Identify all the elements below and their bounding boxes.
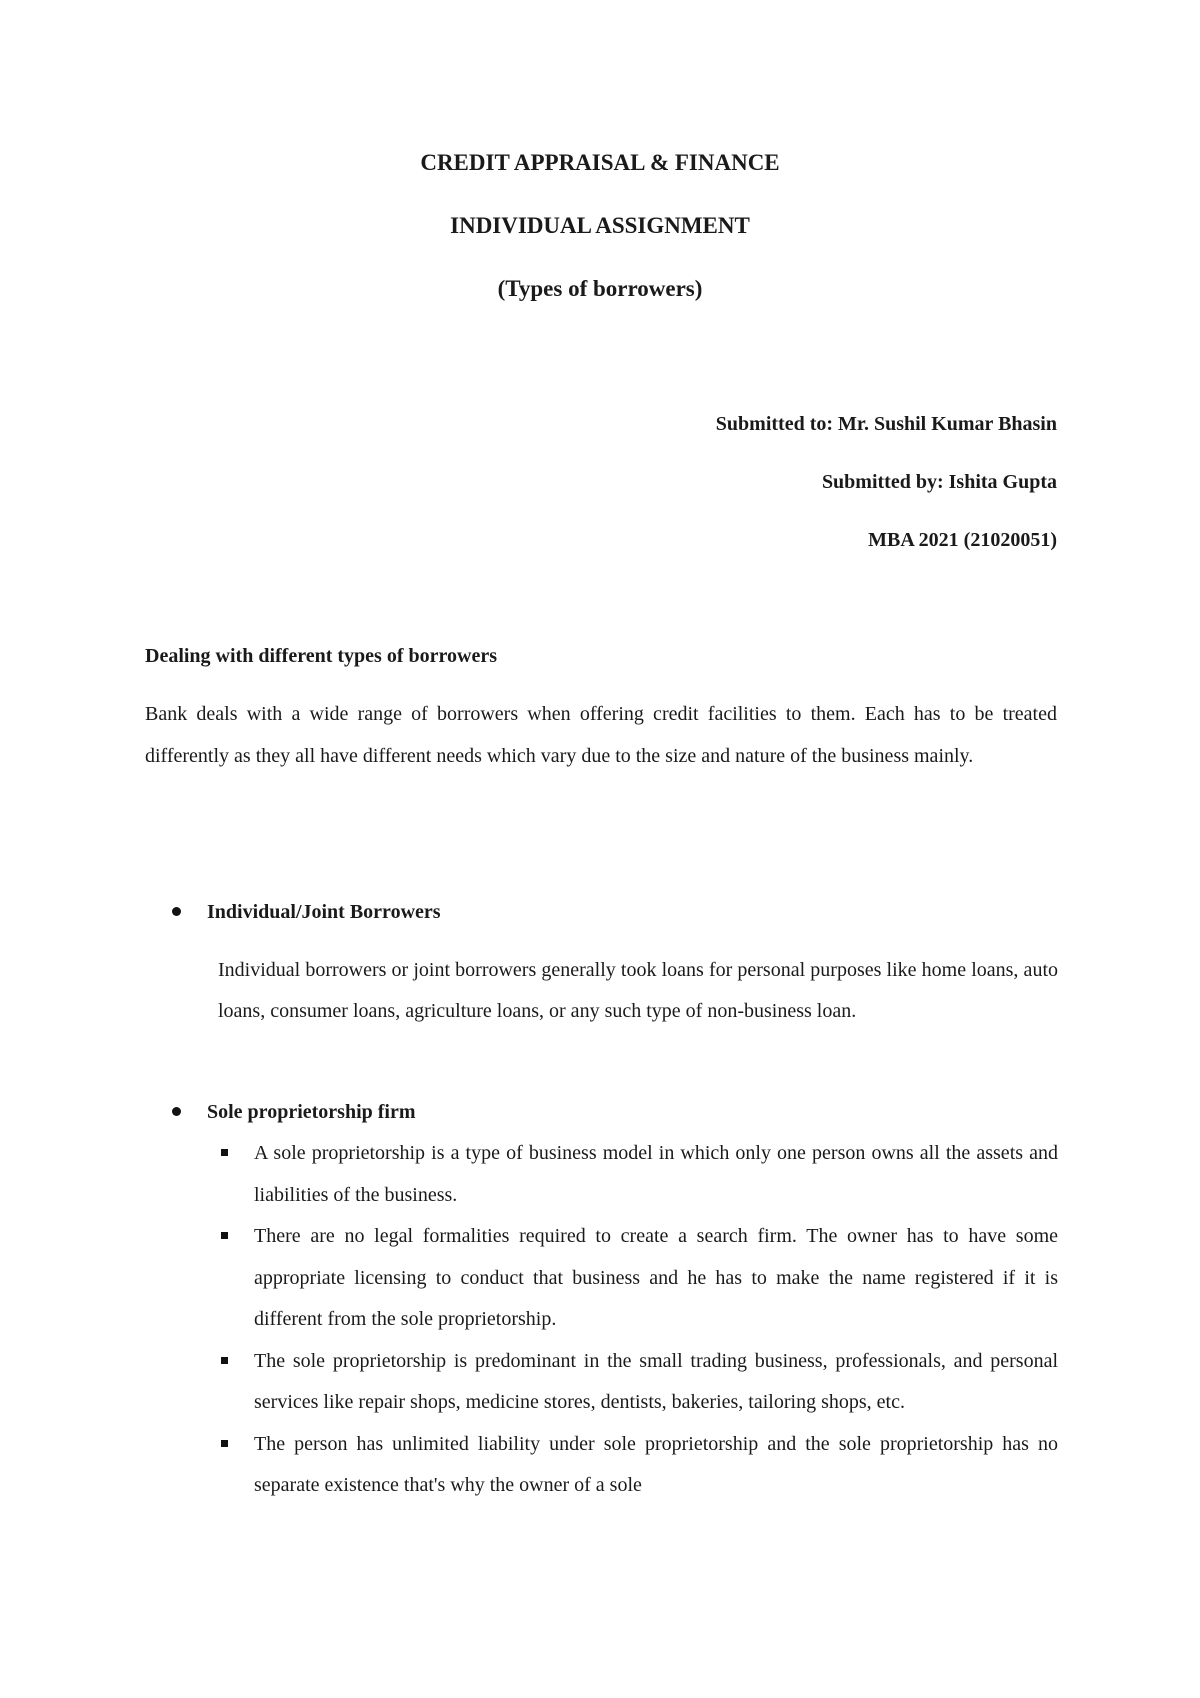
- bullet-heading: Individual/Joint Borrowers: [207, 901, 441, 923]
- individual-joint-paragraph: Individual borrowers or joint borrowers generally took loans for personal purposes like home loans, auto loans, consumer loans, agriculture loans, or any such type of non-business loan.: [218, 959, 1058, 1022]
- bullet-sole-proprietorship: [172, 1098, 416, 1126]
- program-id: MBA 2021 (21020051): [868, 529, 1057, 551]
- sole-proprietorship-points: [218, 1133, 1058, 1507]
- assignment-type: INDIVIDUAL ASSIGNMENT: [450, 213, 750, 238]
- bullet-icon: [172, 907, 181, 916]
- bullet-individual-joint: [172, 898, 441, 926]
- submitted-by: Submitted by: Ishita Gupta: [821, 471, 1057, 493]
- list-item: [218, 1341, 1058, 1424]
- square-bullet-icon: [221, 1232, 228, 1239]
- list-item: [218, 1424, 1058, 1507]
- list-item-text: The person has unlimited liability under sole proprietorship and the sole proprietorship has no separate existence that's why the owner of a sole: [254, 1432, 1058, 1496]
- list-item-text: The sole proprietorship is predominant in the small trading business, professionals, and personal services like repair shops, medicine stores, dentists, bakeries, tailoring shops, etc.: [254, 1349, 1058, 1413]
- document-title: CREDIT APPRAISAL & FINANCE: [420, 150, 780, 175]
- square-bullet-icon: [221, 1440, 228, 1447]
- list-item: [218, 1216, 1058, 1341]
- submitted-to: Submitted to: Mr. Sushil Kumar Bhasin: [715, 413, 1057, 435]
- square-bullet-icon: [221, 1357, 228, 1364]
- intro-paragraph: Bank deals with a wide range of borrowers when offering credit facilities to them. Each has to be treated differently as they all have different needs which vary due to the size and nature of the business mainly.: [145, 703, 1057, 767]
- bullet-icon: [172, 1107, 181, 1116]
- list-item-text: A sole proprietorship is a type of business model in which only one person owns all the assets and liabilities of the business.: [254, 1142, 1058, 1206]
- section-heading: Dealing with different types of borrowers: [145, 645, 497, 667]
- list-item-text: There are no legal formalities required to create a search firm. The owner has to have some appropriate licensing to conduct that business and he has to make the name registered if it is different from the sole proprietorship.: [254, 1225, 1058, 1330]
- list-item: [218, 1133, 1058, 1216]
- bullet-heading: Sole proprietorship firm: [207, 1101, 416, 1123]
- square-bullet-icon: [221, 1149, 228, 1156]
- document-subtitle: (Types of borrowers): [497, 276, 703, 301]
